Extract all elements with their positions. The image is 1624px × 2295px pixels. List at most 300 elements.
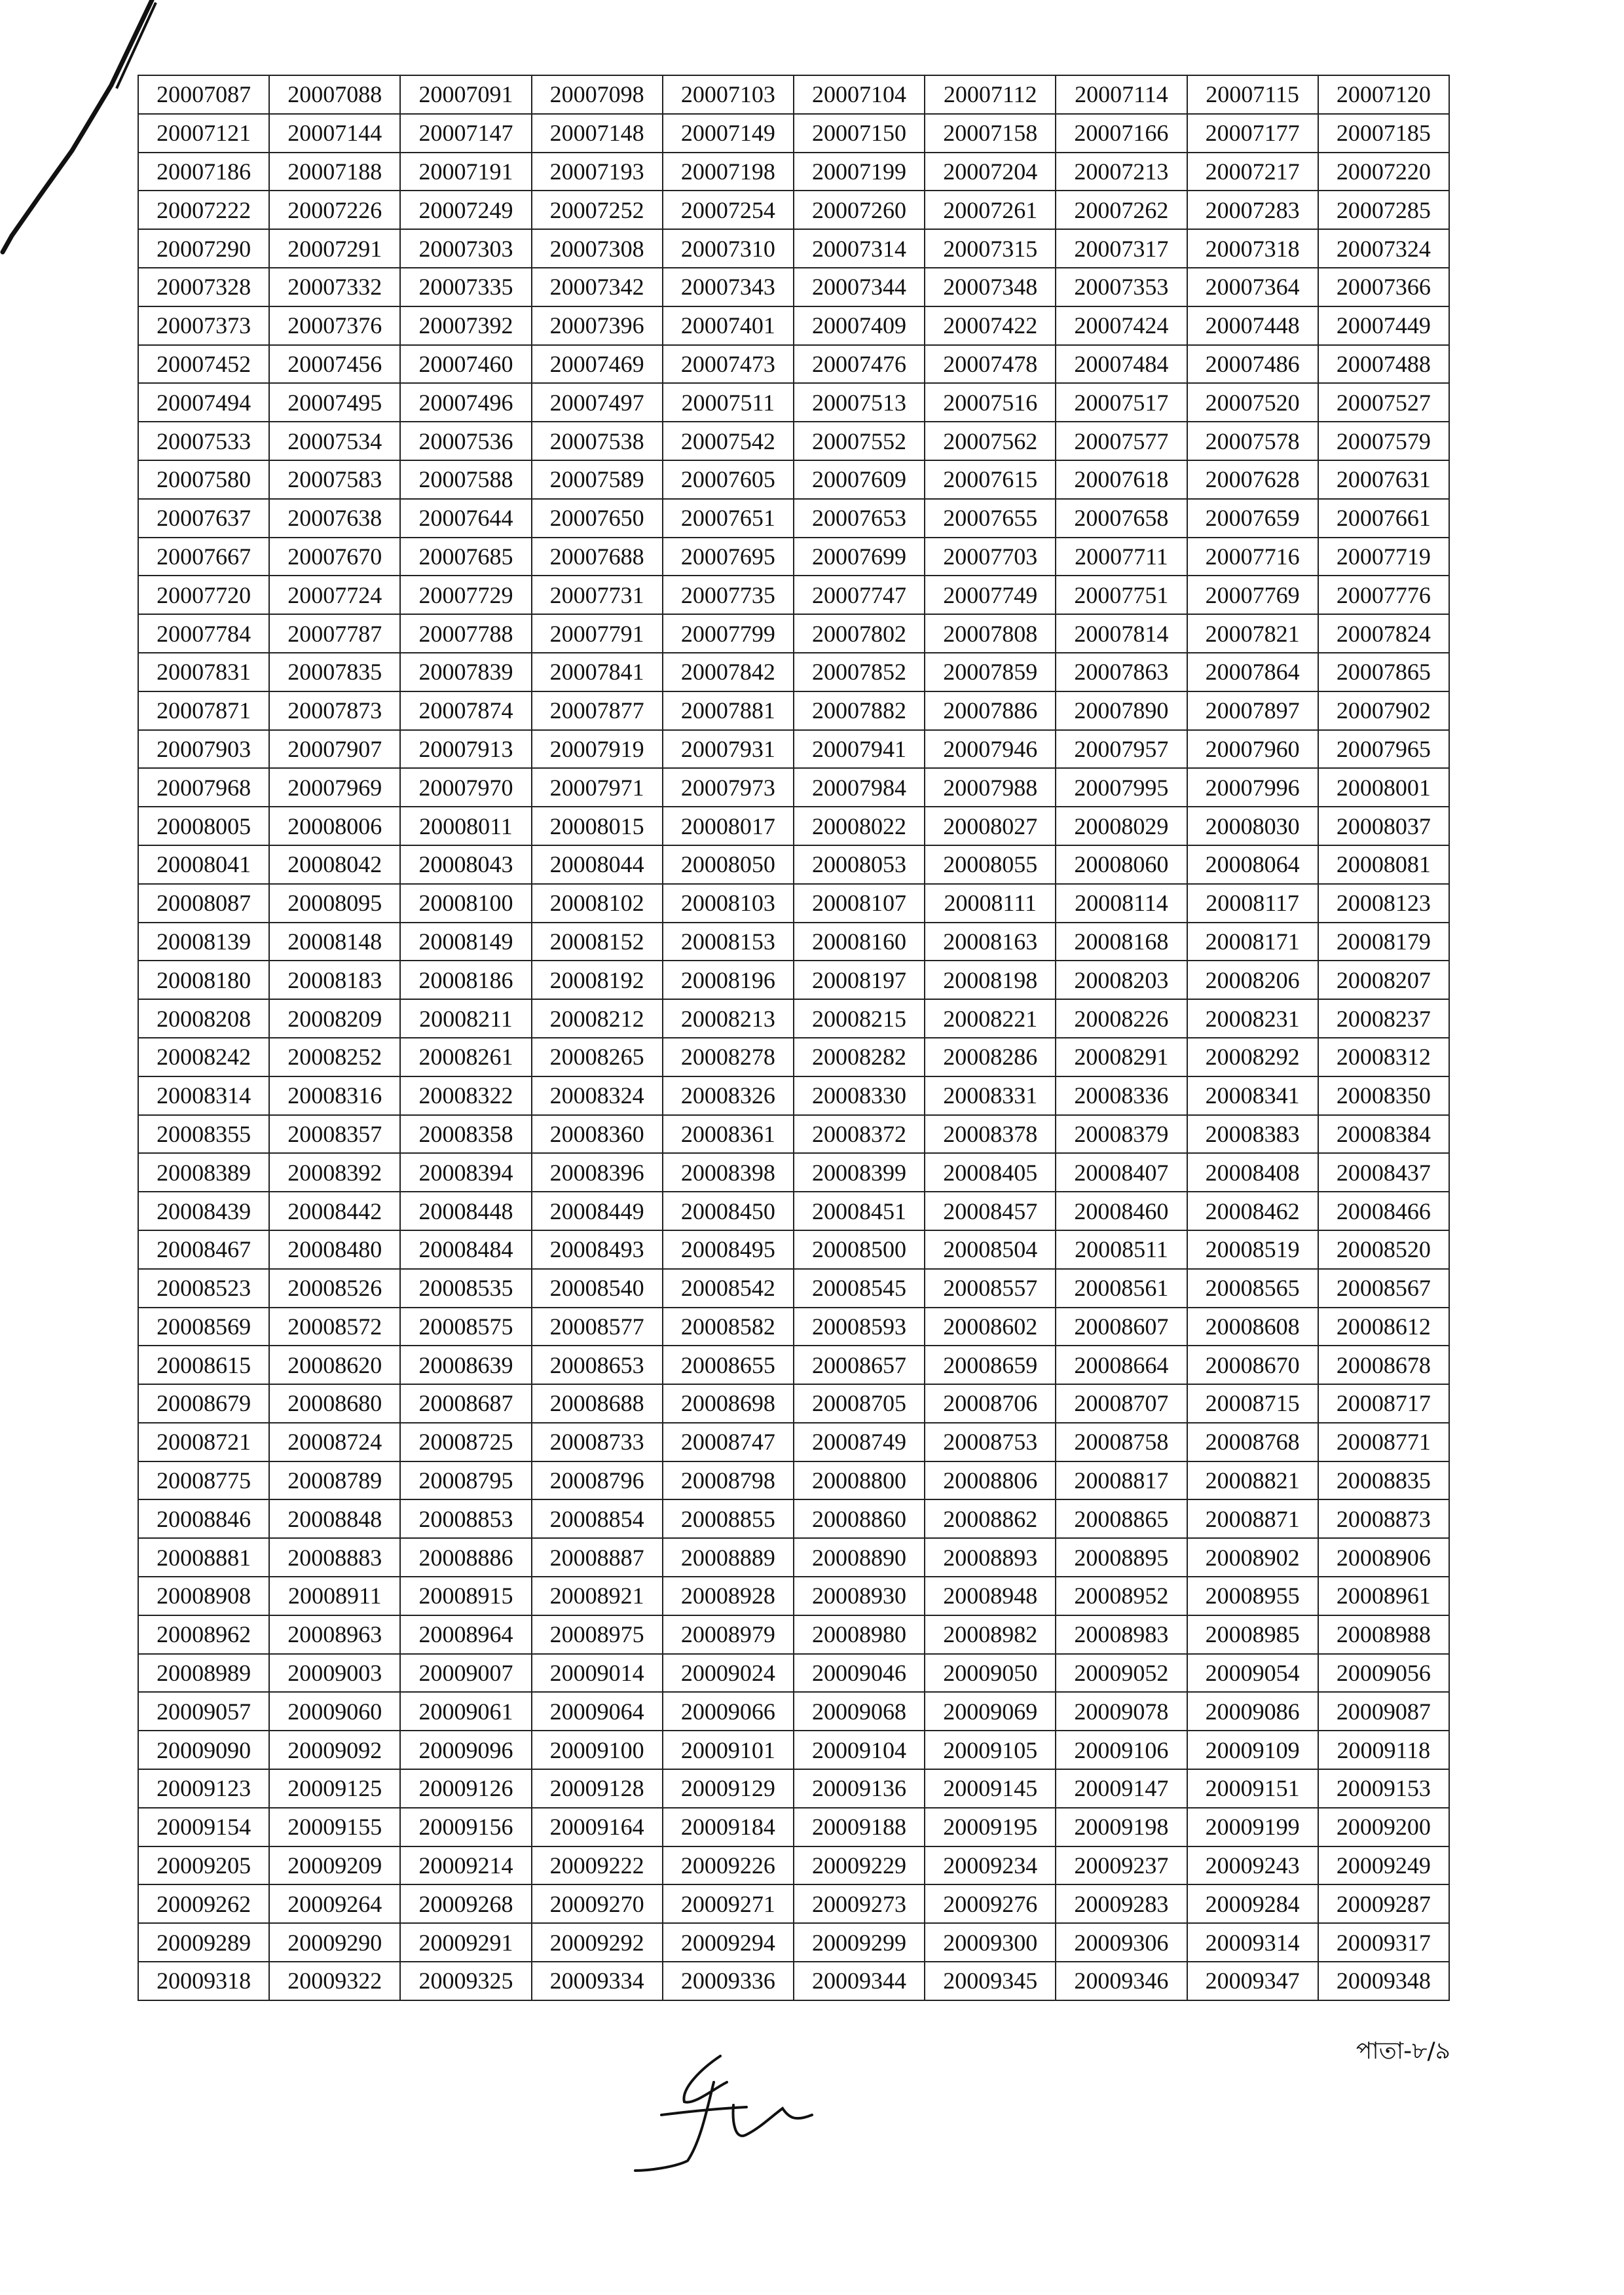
table-row: [138, 191, 1449, 229]
roll-number-cell: 20009046: [794, 1654, 925, 1693]
roll-number-cell: 20008608: [1187, 1308, 1318, 1346]
roll-number-cell: 20007859: [925, 653, 1056, 691]
roll-number-cell: 20009125: [269, 1769, 400, 1808]
roll-number-cell: 20008407: [1056, 1153, 1187, 1192]
roll-number-cell: 20007882: [794, 691, 925, 730]
roll-number-cell: 20009129: [663, 1769, 794, 1808]
table-row: [138, 576, 1449, 614]
roll-number-cell: 20009054: [1187, 1654, 1318, 1693]
roll-number-table: [138, 75, 1450, 2001]
table-row: [138, 768, 1449, 807]
roll-number-cell: 20008887: [532, 1538, 663, 1577]
roll-number-cell: 20009268: [400, 1884, 531, 1923]
roll-number-cell: 20008565: [1187, 1269, 1318, 1308]
roll-number-cell: 20007283: [1187, 191, 1318, 229]
roll-number-cell: 20009164: [532, 1808, 663, 1846]
roll-number-cell: 20008983: [1056, 1615, 1187, 1654]
table-row: [138, 999, 1449, 1038]
table-row: [138, 75, 1449, 114]
roll-number-cell: 20009069: [925, 1692, 1056, 1731]
roll-number-cell: 20008291: [1056, 1038, 1187, 1076]
roll-number-cell: 20007103: [663, 75, 794, 114]
roll-number-cell: 20009273: [794, 1884, 925, 1923]
roll-number-cell: 20007098: [532, 75, 663, 114]
roll-number-cell: 20008030: [1187, 807, 1318, 845]
roll-number-cell: 20009056: [1318, 1654, 1449, 1693]
roll-number-cell: 20008206: [1187, 961, 1318, 999]
roll-number-cell: 20007615: [925, 460, 1056, 499]
roll-number-cell: 20008389: [138, 1153, 269, 1192]
roll-number-cell: 20008871: [1187, 1499, 1318, 1538]
roll-number-cell: 20009306: [1056, 1923, 1187, 1962]
roll-number-cell: 20007711: [1056, 538, 1187, 576]
roll-number-cell: 20007536: [400, 422, 531, 460]
roll-number-cell: 20008341: [1187, 1076, 1318, 1115]
table-row: [138, 422, 1449, 460]
roll-number-cell: 20008312: [1318, 1038, 1449, 1076]
roll-number-cell: 20008442: [269, 1192, 400, 1230]
roll-number-cell: 20007262: [1056, 191, 1187, 229]
table-row: [138, 1962, 1449, 2000]
roll-number-cell: 20007890: [1056, 691, 1187, 730]
roll-number-cell: 20007703: [925, 538, 1056, 576]
roll-number-cell: 20007494: [138, 383, 269, 422]
roll-number-cell: 20009226: [663, 1846, 794, 1885]
table-row: [138, 807, 1449, 845]
roll-number-cell: 20007088: [269, 75, 400, 114]
roll-number-cell: 20009123: [138, 1769, 269, 1808]
roll-number-cell: 20008504: [925, 1230, 1056, 1269]
roll-number-cell: 20008725: [400, 1423, 531, 1461]
roll-number-cell: 20007484: [1056, 345, 1187, 384]
table-row: [138, 1269, 1449, 1308]
roll-number-cell: 20007787: [269, 614, 400, 653]
roll-number-cell: 20007969: [269, 768, 400, 807]
roll-number-cell: 20008405: [925, 1153, 1056, 1192]
roll-number-cell: 20007324: [1318, 229, 1449, 268]
roll-number-cell: 20008466: [1318, 1192, 1449, 1230]
table-row: [138, 923, 1449, 961]
roll-number-cell: 20007735: [663, 576, 794, 614]
roll-number-cell: 20008495: [663, 1230, 794, 1269]
roll-number-cell: 20007185: [1318, 114, 1449, 153]
roll-number-cell: 20007222: [138, 191, 269, 229]
roll-number-cell: 20008540: [532, 1269, 663, 1308]
roll-number-cell: 20008360: [532, 1115, 663, 1154]
table-row: [138, 1346, 1449, 1384]
roll-number-cell: 20009136: [794, 1769, 925, 1808]
roll-number-cell: 20007478: [925, 345, 1056, 384]
roll-number-cell: 20008893: [925, 1538, 1056, 1577]
roll-number-cell: 20007344: [794, 268, 925, 306]
roll-number-cell: 20009229: [794, 1846, 925, 1885]
roll-number-cell: 20008383: [1187, 1115, 1318, 1154]
roll-number-cell: 20007667: [138, 538, 269, 576]
roll-number-cell: 20008372: [794, 1115, 925, 1154]
roll-number-cell: 20009317: [1318, 1923, 1449, 1962]
roll-number-cell: 20007424: [1056, 306, 1187, 345]
roll-number-cell: 20008519: [1187, 1230, 1318, 1269]
roll-number-cell: 20007087: [138, 75, 269, 114]
roll-number-cell: 20008657: [794, 1346, 925, 1384]
roll-number-cell: 20009200: [1318, 1808, 1449, 1846]
roll-number-cell: 20008575: [400, 1308, 531, 1346]
roll-number-cell: 20007588: [400, 460, 531, 499]
roll-number-cell: 20007670: [269, 538, 400, 576]
roll-number-cell: 20009087: [1318, 1692, 1449, 1731]
roll-number-cell: 20008873: [1318, 1499, 1449, 1538]
roll-number-cell: 20007842: [663, 653, 794, 691]
roll-number-cell: 20007114: [1056, 75, 1187, 114]
roll-number-cell: 20008152: [532, 923, 663, 961]
roll-number-cell: 20007291: [269, 229, 400, 268]
roll-number-cell: 20008326: [663, 1076, 794, 1115]
roll-number-cell: 20008854: [532, 1499, 663, 1538]
roll-number-cell: 20007577: [1056, 422, 1187, 460]
roll-number-cell: 20009334: [532, 1962, 663, 2000]
roll-number-cell: 20008733: [532, 1423, 663, 1461]
roll-number-cell: 20007808: [925, 614, 1056, 653]
roll-number-cell: 20008361: [663, 1115, 794, 1154]
roll-number-cell: 20007290: [138, 229, 269, 268]
roll-number-cell: 20008758: [1056, 1423, 1187, 1461]
roll-number-cell: 20008500: [794, 1230, 925, 1269]
roll-number-cell: 20008572: [269, 1308, 400, 1346]
roll-number-cell: 20009109: [1187, 1731, 1318, 1769]
roll-number-cell: 20007476: [794, 345, 925, 384]
roll-number-cell: 20009106: [1056, 1731, 1187, 1769]
roll-number-cell: 20007996: [1187, 768, 1318, 807]
roll-number-cell: 20008569: [138, 1308, 269, 1346]
roll-number-cell: 20008821: [1187, 1461, 1318, 1500]
roll-number-cell: 20008044: [532, 845, 663, 884]
roll-number-cell: 20008460: [1056, 1192, 1187, 1230]
roll-number-cell: 20008081: [1318, 845, 1449, 884]
roll-number-cell: 20008261: [400, 1038, 531, 1076]
roll-number-cell: 20008139: [138, 923, 269, 961]
roll-number-cell: 20008198: [925, 961, 1056, 999]
roll-number-cell: 20008314: [138, 1076, 269, 1115]
roll-number-cell: 20008379: [1056, 1115, 1187, 1154]
roll-number-cell: 20008798: [663, 1461, 794, 1500]
roll-number-cell: 20007261: [925, 191, 1056, 229]
roll-number-cell: 20009198: [1056, 1808, 1187, 1846]
roll-number-cell: 20007628: [1187, 460, 1318, 499]
roll-number-cell: 20008612: [1318, 1308, 1449, 1346]
roll-number-cell: 20007919: [532, 730, 663, 769]
roll-number-cell: 20008771: [1318, 1423, 1449, 1461]
roll-number-cell: 20007198: [663, 153, 794, 191]
roll-number-cell: 20008394: [400, 1153, 531, 1192]
roll-number-cell: 20008350: [1318, 1076, 1449, 1115]
roll-number-cell: 20008582: [663, 1308, 794, 1346]
table-row: [138, 1654, 1449, 1693]
roll-number-cell: 20007496: [400, 383, 531, 422]
roll-number-cell: 20009237: [1056, 1846, 1187, 1885]
roll-number-cell: 20008865: [1056, 1499, 1187, 1538]
roll-number-cell: 20008886: [400, 1538, 531, 1577]
roll-number-cell: 20007409: [794, 306, 925, 345]
roll-number-cell: 20007839: [400, 653, 531, 691]
roll-number-cell: 20009300: [925, 1923, 1056, 1962]
roll-number-cell: 20008535: [400, 1269, 531, 1308]
roll-number-cell: 20007749: [925, 576, 1056, 614]
roll-number-cell: 20007303: [400, 229, 531, 268]
roll-number-cell: 20007784: [138, 614, 269, 653]
roll-number-cell: 20008980: [794, 1615, 925, 1654]
roll-number-cell: 20008316: [269, 1076, 400, 1115]
roll-number-cell: 20009024: [663, 1654, 794, 1693]
roll-number-cell: 20008835: [1318, 1461, 1449, 1500]
roll-number-cell: 20008705: [794, 1384, 925, 1423]
roll-number-cell: 20007343: [663, 268, 794, 306]
table-row: [138, 499, 1449, 538]
roll-number-cell: 20007226: [269, 191, 400, 229]
roll-number-cell: 20007328: [138, 268, 269, 306]
roll-number-cell: 20009153: [1318, 1769, 1449, 1808]
roll-number-cell: 20008664: [1056, 1346, 1187, 1384]
roll-number-cell: 20007469: [532, 345, 663, 384]
roll-number-cell: 20007193: [532, 153, 663, 191]
roll-number-cell: 20008179: [1318, 923, 1449, 961]
roll-number-cell: 20008653: [532, 1346, 663, 1384]
roll-number-cell: 20009154: [138, 1808, 269, 1846]
roll-number-cell: 20008384: [1318, 1115, 1449, 1154]
roll-number-cell: 20008208: [138, 999, 269, 1038]
roll-number-cell: 20007318: [1187, 229, 1318, 268]
roll-number-cell: 20007579: [1318, 422, 1449, 460]
roll-number-cell: 20008915: [400, 1577, 531, 1615]
roll-number-cell: 20007150: [794, 114, 925, 153]
roll-number-cell: 20008171: [1187, 923, 1318, 961]
roll-number-cell: 20008123: [1318, 884, 1449, 923]
table-row: [138, 1499, 1449, 1538]
roll-number-cell: 20008022: [794, 807, 925, 845]
roll-number-cell: 20007121: [138, 114, 269, 153]
roll-number-cell: 20008678: [1318, 1346, 1449, 1384]
roll-number-cell: 20008768: [1187, 1423, 1318, 1461]
roll-number-cell: 20008862: [925, 1499, 1056, 1538]
roll-number-cell: 20008948: [925, 1577, 1056, 1615]
roll-number-cell: 20007486: [1187, 345, 1318, 384]
roll-number-cell: 20009195: [925, 1808, 1056, 1846]
roll-number-cell: 20007960: [1187, 730, 1318, 769]
roll-number-cell: 20007897: [1187, 691, 1318, 730]
roll-number-cell: 20009188: [794, 1808, 925, 1846]
roll-number-cell: 20009061: [400, 1692, 531, 1731]
roll-number-cell: 20008800: [794, 1461, 925, 1500]
roll-number-cell: 20009199: [1187, 1808, 1318, 1846]
table-row: [138, 1230, 1449, 1269]
roll-number-cell: 20007213: [1056, 153, 1187, 191]
roll-number-cell: 20008806: [925, 1461, 1056, 1500]
roll-number-cell: 20009344: [794, 1962, 925, 2000]
roll-number-cell: 20008102: [532, 884, 663, 923]
roll-number-cell: 20008111: [925, 884, 1056, 923]
table-row: [138, 1038, 1449, 1076]
roll-number-cell: 20009052: [1056, 1654, 1187, 1693]
roll-number-cell: 20008902: [1187, 1538, 1318, 1577]
roll-number-cell: 20009222: [532, 1846, 663, 1885]
roll-number-cell: 20008213: [663, 999, 794, 1038]
roll-number-cell: 20007731: [532, 576, 663, 614]
roll-number-cell: 20008168: [1056, 923, 1187, 961]
roll-number-cell: 20007902: [1318, 691, 1449, 730]
roll-number-cell: 20008064: [1187, 845, 1318, 884]
roll-number-cell: 20007841: [532, 653, 663, 691]
roll-number-cell: 20009234: [925, 1846, 1056, 1885]
roll-number-cell: 20009271: [663, 1884, 794, 1923]
roll-number-cell: 20007373: [138, 306, 269, 345]
table-row: [138, 1538, 1449, 1577]
table-row: [138, 691, 1449, 730]
roll-number-cell: 20007988: [925, 768, 1056, 807]
roll-number-cell: 20008526: [269, 1269, 400, 1308]
roll-number-cell: 20009264: [269, 1884, 400, 1923]
roll-number-cell: 20008467: [138, 1230, 269, 1269]
roll-number-cell: 20009209: [269, 1846, 400, 1885]
roll-number-cell: 20007871: [138, 691, 269, 730]
roll-number-cell: 20007903: [138, 730, 269, 769]
table-row: [138, 961, 1449, 999]
table-row: [138, 884, 1449, 923]
roll-number-cell: 20008962: [138, 1615, 269, 1654]
roll-number-cell: 20008043: [400, 845, 531, 884]
roll-number-cell: 20007091: [400, 75, 531, 114]
roll-number-cell: 20008242: [138, 1038, 269, 1076]
roll-number-cell: 20009101: [663, 1731, 794, 1769]
roll-number-cell: 20008796: [532, 1461, 663, 1500]
roll-number-cell: 20007366: [1318, 268, 1449, 306]
roll-number-cell: 20008593: [794, 1308, 925, 1346]
roll-number-cell: 20008053: [794, 845, 925, 884]
table-row: [138, 1153, 1449, 1192]
table-row: [138, 1308, 1449, 1346]
roll-number-cell: 20007970: [400, 768, 531, 807]
roll-number-cell: 20008988: [1318, 1615, 1449, 1654]
roll-number-cell: 20008100: [400, 884, 531, 923]
roll-number-cell: 20009155: [269, 1808, 400, 1846]
roll-number-cell: 20008160: [794, 923, 925, 961]
roll-number-cell: 20008855: [663, 1499, 794, 1538]
roll-number-cell: 20008715: [1187, 1384, 1318, 1423]
roll-number-cell: 20008322: [400, 1076, 531, 1115]
roll-number-cell: 20007873: [269, 691, 400, 730]
roll-number-cell: 20008853: [400, 1499, 531, 1538]
roll-number-cell: 20008655: [663, 1346, 794, 1384]
roll-number-cell: 20008149: [400, 923, 531, 961]
roll-number-cell: 20009325: [400, 1962, 531, 2000]
roll-number-cell: 20008607: [1056, 1308, 1187, 1346]
roll-number-cell: 20009156: [400, 1808, 531, 1846]
roll-number-table-body: [138, 75, 1449, 2000]
roll-number-cell: 20008005: [138, 807, 269, 845]
roll-number-cell: 20008688: [532, 1384, 663, 1423]
roll-number-cell: 20009284: [1187, 1884, 1318, 1923]
roll-number-cell: 20007881: [663, 691, 794, 730]
roll-number-cell: 20008450: [663, 1192, 794, 1230]
roll-number-cell: 20008848: [269, 1499, 400, 1538]
roll-number-cell: 20007865: [1318, 653, 1449, 691]
roll-number-cell: 20007353: [1056, 268, 1187, 306]
roll-number-cell: 20007788: [400, 614, 531, 653]
roll-number-cell: 20008545: [794, 1269, 925, 1308]
roll-number-cell: 20008659: [925, 1346, 1056, 1384]
roll-number-cell: 20009346: [1056, 1962, 1187, 2000]
roll-number-cell: 20008908: [138, 1577, 269, 1615]
roll-number-cell: 20007971: [532, 768, 663, 807]
roll-number-cell: 20008975: [532, 1615, 663, 1654]
roll-number-cell: 20009283: [1056, 1884, 1187, 1923]
roll-number-cell: 20008706: [925, 1384, 1056, 1423]
roll-number-cell: 20008982: [925, 1615, 1056, 1654]
roll-number-cell: 20009060: [269, 1692, 400, 1731]
roll-number-cell: 20009299: [794, 1923, 925, 1962]
roll-number-cell: 20009291: [400, 1923, 531, 1962]
roll-number-cell: 20007631: [1318, 460, 1449, 499]
roll-number-cell: 20007791: [532, 614, 663, 653]
roll-number-cell: 20007317: [1056, 229, 1187, 268]
roll-number-cell: 20007120: [1318, 75, 1449, 114]
roll-number-cell: 20008520: [1318, 1230, 1449, 1269]
roll-number-cell: 20007552: [794, 422, 925, 460]
roll-number-cell: 20007724: [269, 576, 400, 614]
roll-number-cell: 20008050: [663, 845, 794, 884]
roll-number-cell: 20007913: [400, 730, 531, 769]
roll-number-cell: 20007685: [400, 538, 531, 576]
roll-number-cell: 20007651: [663, 499, 794, 538]
roll-number-cell: 20007497: [532, 383, 663, 422]
roll-number-cell: 20008577: [532, 1308, 663, 1346]
roll-number-cell: 20007112: [925, 75, 1056, 114]
roll-number-cell: 20008212: [532, 999, 663, 1038]
roll-number-cell: 20007799: [663, 614, 794, 653]
roll-number-cell: 20007364: [1187, 268, 1318, 306]
roll-number-cell: 20008355: [138, 1115, 269, 1154]
roll-number-cell: 20008523: [138, 1269, 269, 1308]
roll-number-cell: 20009205: [138, 1846, 269, 1885]
roll-number-cell: 20008439: [138, 1192, 269, 1230]
roll-number-cell: 20009336: [663, 1962, 794, 2000]
roll-number-cell: 20009092: [269, 1731, 400, 1769]
roll-number-cell: 20008542: [663, 1269, 794, 1308]
roll-number-cell: 20007852: [794, 653, 925, 691]
roll-number-cell: 20007699: [794, 538, 925, 576]
roll-number-cell: 20007147: [400, 114, 531, 153]
roll-number-cell: 20007864: [1187, 653, 1318, 691]
roll-number-cell: 20008670: [1187, 1346, 1318, 1384]
table-row: [138, 730, 1449, 769]
table-row: [138, 1884, 1449, 1923]
roll-number-cell: 20008215: [794, 999, 925, 1038]
roll-number-cell: 20007511: [663, 383, 794, 422]
table-row: [138, 653, 1449, 691]
roll-number-cell: 20007835: [269, 653, 400, 691]
roll-number-cell: 20008484: [400, 1230, 531, 1269]
roll-number-cell: 20008795: [400, 1461, 531, 1500]
roll-number-cell: 20008860: [794, 1499, 925, 1538]
roll-number-cell: 20008183: [269, 961, 400, 999]
roll-number-cell: 20009345: [925, 1962, 1056, 2000]
roll-number-cell: 20007984: [794, 768, 925, 807]
roll-number-cell: 20007335: [400, 268, 531, 306]
roll-number-cell: 20009086: [1187, 1692, 1318, 1731]
roll-number-cell: 20008889: [663, 1538, 794, 1577]
roll-number-cell: 20008006: [269, 807, 400, 845]
roll-number-cell: 20007946: [925, 730, 1056, 769]
roll-number-cell: 20008186: [400, 961, 531, 999]
roll-number-cell: 20007605: [663, 460, 794, 499]
